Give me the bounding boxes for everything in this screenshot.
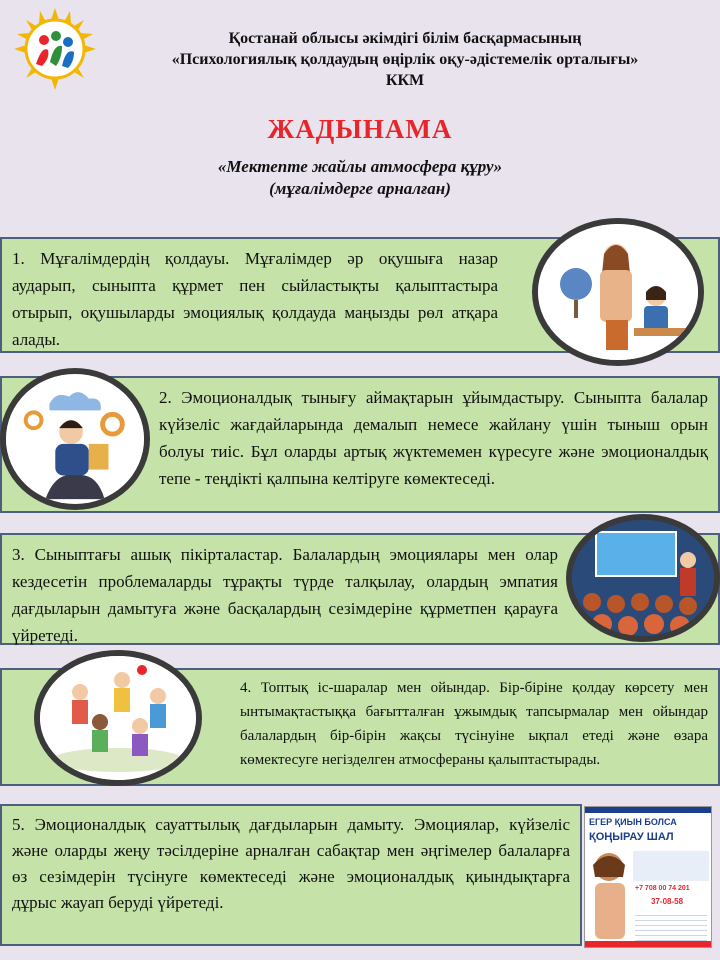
header: [0, 0, 720, 110]
child-silhouette-icon: [587, 847, 633, 943]
tip-text-5: 5. Эмоционалдық сауаттылық дағдыларын дамыту. Эмоциялар, күйзеліс және оларды жеңу тәсілдеріне арналған сабақтар мен әңгімелер балаларға өз сезімдерін түсінуге көмектеседі және эмоционалдық қиындықтарға дұрыс жауап беруді үйретеді.: [12, 815, 570, 912]
helpline-poster: [584, 806, 712, 948]
poster-phone-1: +7 708 00 74 201: [635, 885, 690, 892]
tip-text-1: 1. Мұғалімдердің қолдауы. Мұғалімдер әр оқушыға назар аударып, сыныпта құрмет пен сыйластықты қалыптастыра отырып, оқушыларды эмоциялық қолдауда маңызды рөл атқара алады.: [12, 249, 498, 349]
classroom-icon: [572, 520, 714, 636]
teacher-icon: [538, 224, 698, 360]
org-line-2: «Психологиялық қолдаудың өңірлік оқу-әдістемелік орталығы»: [171, 51, 639, 68]
subtitle-line-2: (мұғалімдерге арналған): [269, 179, 451, 198]
tip-text-4: 4. Топтық іс-шаралар мен ойындар. Бір-біріне қолдау көрсету мен ынтымақтастыққа бағытталған ұжымдық тапсырмалар мен ойындар балалардың бір-бірін жақсы түсінуіне ықпал етеді және өзара көмектесуге негізделген атмосфераны қалыптастырады.: [240, 680, 708, 768]
page-title: ЖАДЫНАМА: [267, 114, 453, 144]
org-line-3: ККМ: [385, 72, 425, 89]
group-games-illustration: [34, 650, 202, 786]
subtitle-line-1: «Мектепте жайлы атмосфера құру»: [217, 157, 503, 176]
poster-phone-2: 37-08-58: [651, 897, 684, 906]
tip-text-2: 2. Эмоционалдық тынығу аймақтарын ұйымдастыру. Сыныпта балалар күйзеліс жағдайларында демалып немесе жайлану үшін тыныш орын болуы тиіс. Бұл оларды артық жүктемемен күресуге және эмоционалдық тепе - теңдікті қалпына келтіруге көмектеседі.: [159, 388, 708, 488]
stressed-child-illustration: [0, 368, 150, 510]
poster-headline-2: ҚОҢЫРАУ ШАЛ: [589, 831, 674, 843]
children-playing-icon: [40, 656, 196, 780]
tip-card-5: [0, 804, 582, 946]
teacher-illustration: [532, 218, 704, 366]
org-line-1: Қостанай облысы әкімдігі білім басқармасының: [228, 30, 582, 47]
classroom-discussion-illustration: [566, 514, 720, 642]
tip-text-3: 3. Сыныптағы ашық пікірталастар. Балалардың эмоциялары мен олар кездесетін проблемаларды тұрақты түрде талқылау, олардың эмпатия дағдыларын дамытуға және басқалардың сезімдеріне құрметпен қарауға үйретеді.: [12, 545, 558, 645]
center-logo-icon: [12, 6, 98, 92]
organization-name: [110, 28, 700, 91]
poster-headline-1: ЕГЕР ҚИЫН БОЛСА: [589, 817, 677, 827]
thinking-person-icon: [6, 374, 144, 504]
page-subtitle: [0, 156, 720, 200]
